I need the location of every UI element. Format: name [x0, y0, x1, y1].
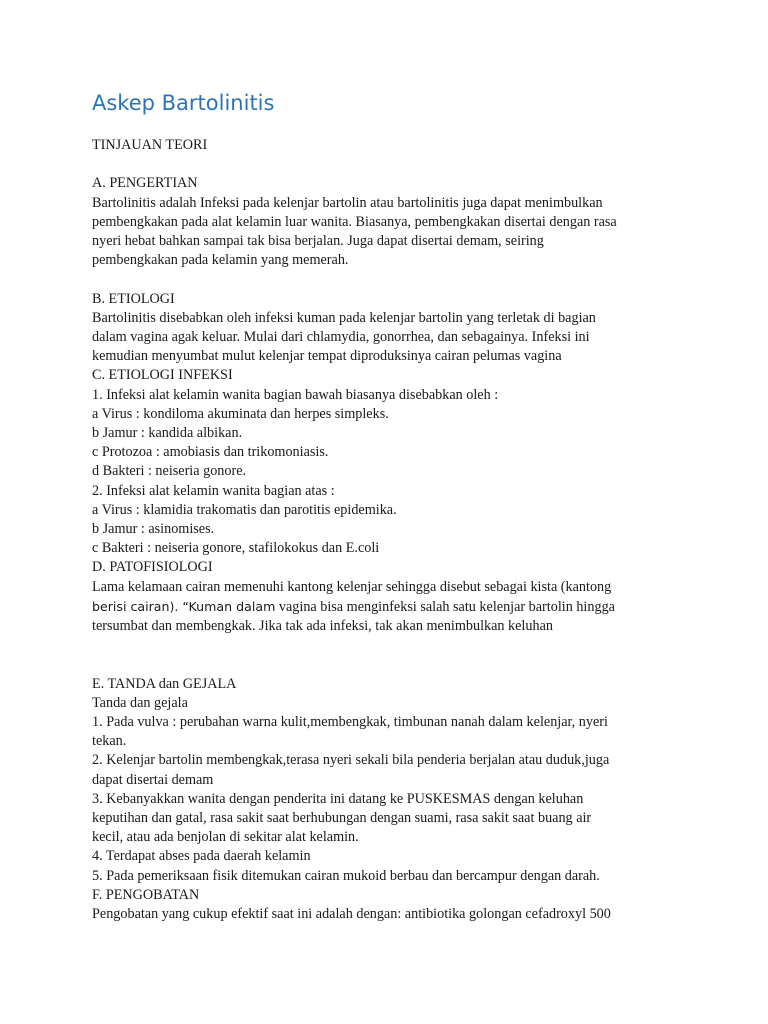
section-heading-pengertian: A. PENGERTIAN: [92, 175, 198, 192]
paragraph-line: dalam vagina agak keluar. Mulai dari chlamydia, gonorrhea, dan sebagainya. Infeksi ini: [92, 329, 590, 345]
paragraph-line: Pengobatan yang cukup efektif saat ini adalah dengan: antibiotika golongan cefadroxyl 500: [92, 906, 611, 923]
spacer: [92, 270, 692, 289]
paragraph-line: Bartolinitis adalah Infeksi pada kelenjar bartolin atau bartolinitis juga dapat menimbulkan: [92, 194, 603, 211]
section-heading-etiologi-infeksi: C. ETIOLOGI INFEKSI: [92, 367, 233, 384]
paragraph-line: Bartolinitis disebabkan oleh infeksi kuman pada kelenjar bartolin yang terletak di bagian: [92, 309, 596, 326]
page-title: Askep Bartolinitis: [92, 91, 275, 115]
list-item: keputihan dan gatal, rasa sakit saat berhubungan dengan suami, rasa sakit saat buang air: [92, 810, 592, 827]
paragraph-line: Lama kelamaan cairan memenuhi kantong kelenjar sehingga disebut sebagai kista (kantong: [92, 578, 612, 595]
list-item: 1. Infeksi alat kelamin wanita bagian bawah biasanya disebabkan oleh :: [92, 386, 499, 403]
list-item: dapat disertai demam: [92, 771, 214, 788]
list-item: 4. Terdapat abses pada daerah kelamin: [92, 848, 311, 865]
list-item: 5. Pada pemeriksaan fisik ditemukan cairan mukoid berbau dan bercampur dengan darah.: [92, 867, 600, 884]
list-item: 2. Kelenjar bartolin membengkak,terasa nyeri sekali bila penderia berjalan atau duduk,juga: [92, 752, 610, 769]
spacer: [92, 636, 692, 655]
list-item: b Jamur : asinomises.: [92, 521, 215, 538]
list-item: 3. Kebanyakkan wanita dengan penderita ini datang ke PUSKESMAS dengan keluhan: [92, 790, 584, 807]
list-item: kecil, atau ada benjolan di sekitar alat kelamin.: [92, 829, 359, 846]
section-heading-patofisiologi: D. PATOFISIOLOGI: [92, 559, 213, 576]
paragraph-line: Tanda dan gejala: [92, 694, 188, 711]
list-item: a Virus : klamidia trakomatis dan parotitis epidemika.: [92, 501, 397, 518]
section-heading-tanda-gejala: E. TANDA dan GEJALA: [92, 675, 237, 692]
section-heading-etiologi: B. ETIOLOGI: [92, 290, 175, 307]
mixed-font-fragment: berisi cairan). “Kuman dalam: [92, 598, 276, 614]
list-item: d Bakteri : neiseria gonore.: [92, 463, 247, 480]
paragraph-line: kemudian menyumbat mulut kelenjar tempat diproduksinya cairan pelumas vagina: [92, 348, 562, 365]
paragraph-line: [92, 597, 692, 617]
paragraph-line: nyeri hebat bahkan sampai tak bisa berjalan. Juga dapat disertai demam, seiring: [92, 233, 544, 249]
spacer: [92, 155, 692, 174]
paragraph-line: pembengkakan pada alat kelamin luar wanita. Biasanya, pembengkakan disertai dengan rasa: [92, 213, 617, 230]
paragraph-line: tersumbat dan membengkak. Jika tak ada infeksi, tak akan menimbulkan keluhan: [92, 618, 553, 635]
section-heading-pengobatan: F. PENGOBATAN: [92, 886, 200, 903]
list-item: c Bakteri : neiseria gonore, stafilokokus dan E.coli: [92, 540, 380, 557]
list-item: 1. Pada vulva : perubahan warna kulit,membengkak, timbunan nanah dalam kelenjar, nyeri: [92, 714, 608, 731]
paragraph-line: pembengkakan pada kelamin yang memerah.: [92, 252, 349, 269]
document-page: [92, 88, 692, 924]
section-intro-heading: TINJAUAN TEORI: [92, 137, 208, 153]
list-item: tekan.: [92, 733, 127, 750]
spacer: [92, 655, 692, 674]
list-item: c Protozoa : amobiasis dan trikomoniasis.: [92, 444, 329, 461]
paragraph-fragment: vagina bisa menginfeksi salah satu kelenjar bartolin hingga: [275, 598, 615, 615]
list-item: a Virus : kondiloma akuminata dan herpes simpleks.: [92, 405, 389, 422]
list-item: b Jamur : kandida albikan.: [92, 425, 243, 442]
list-item: 2. Infeksi alat kelamin wanita bagian atas :: [92, 482, 335, 499]
